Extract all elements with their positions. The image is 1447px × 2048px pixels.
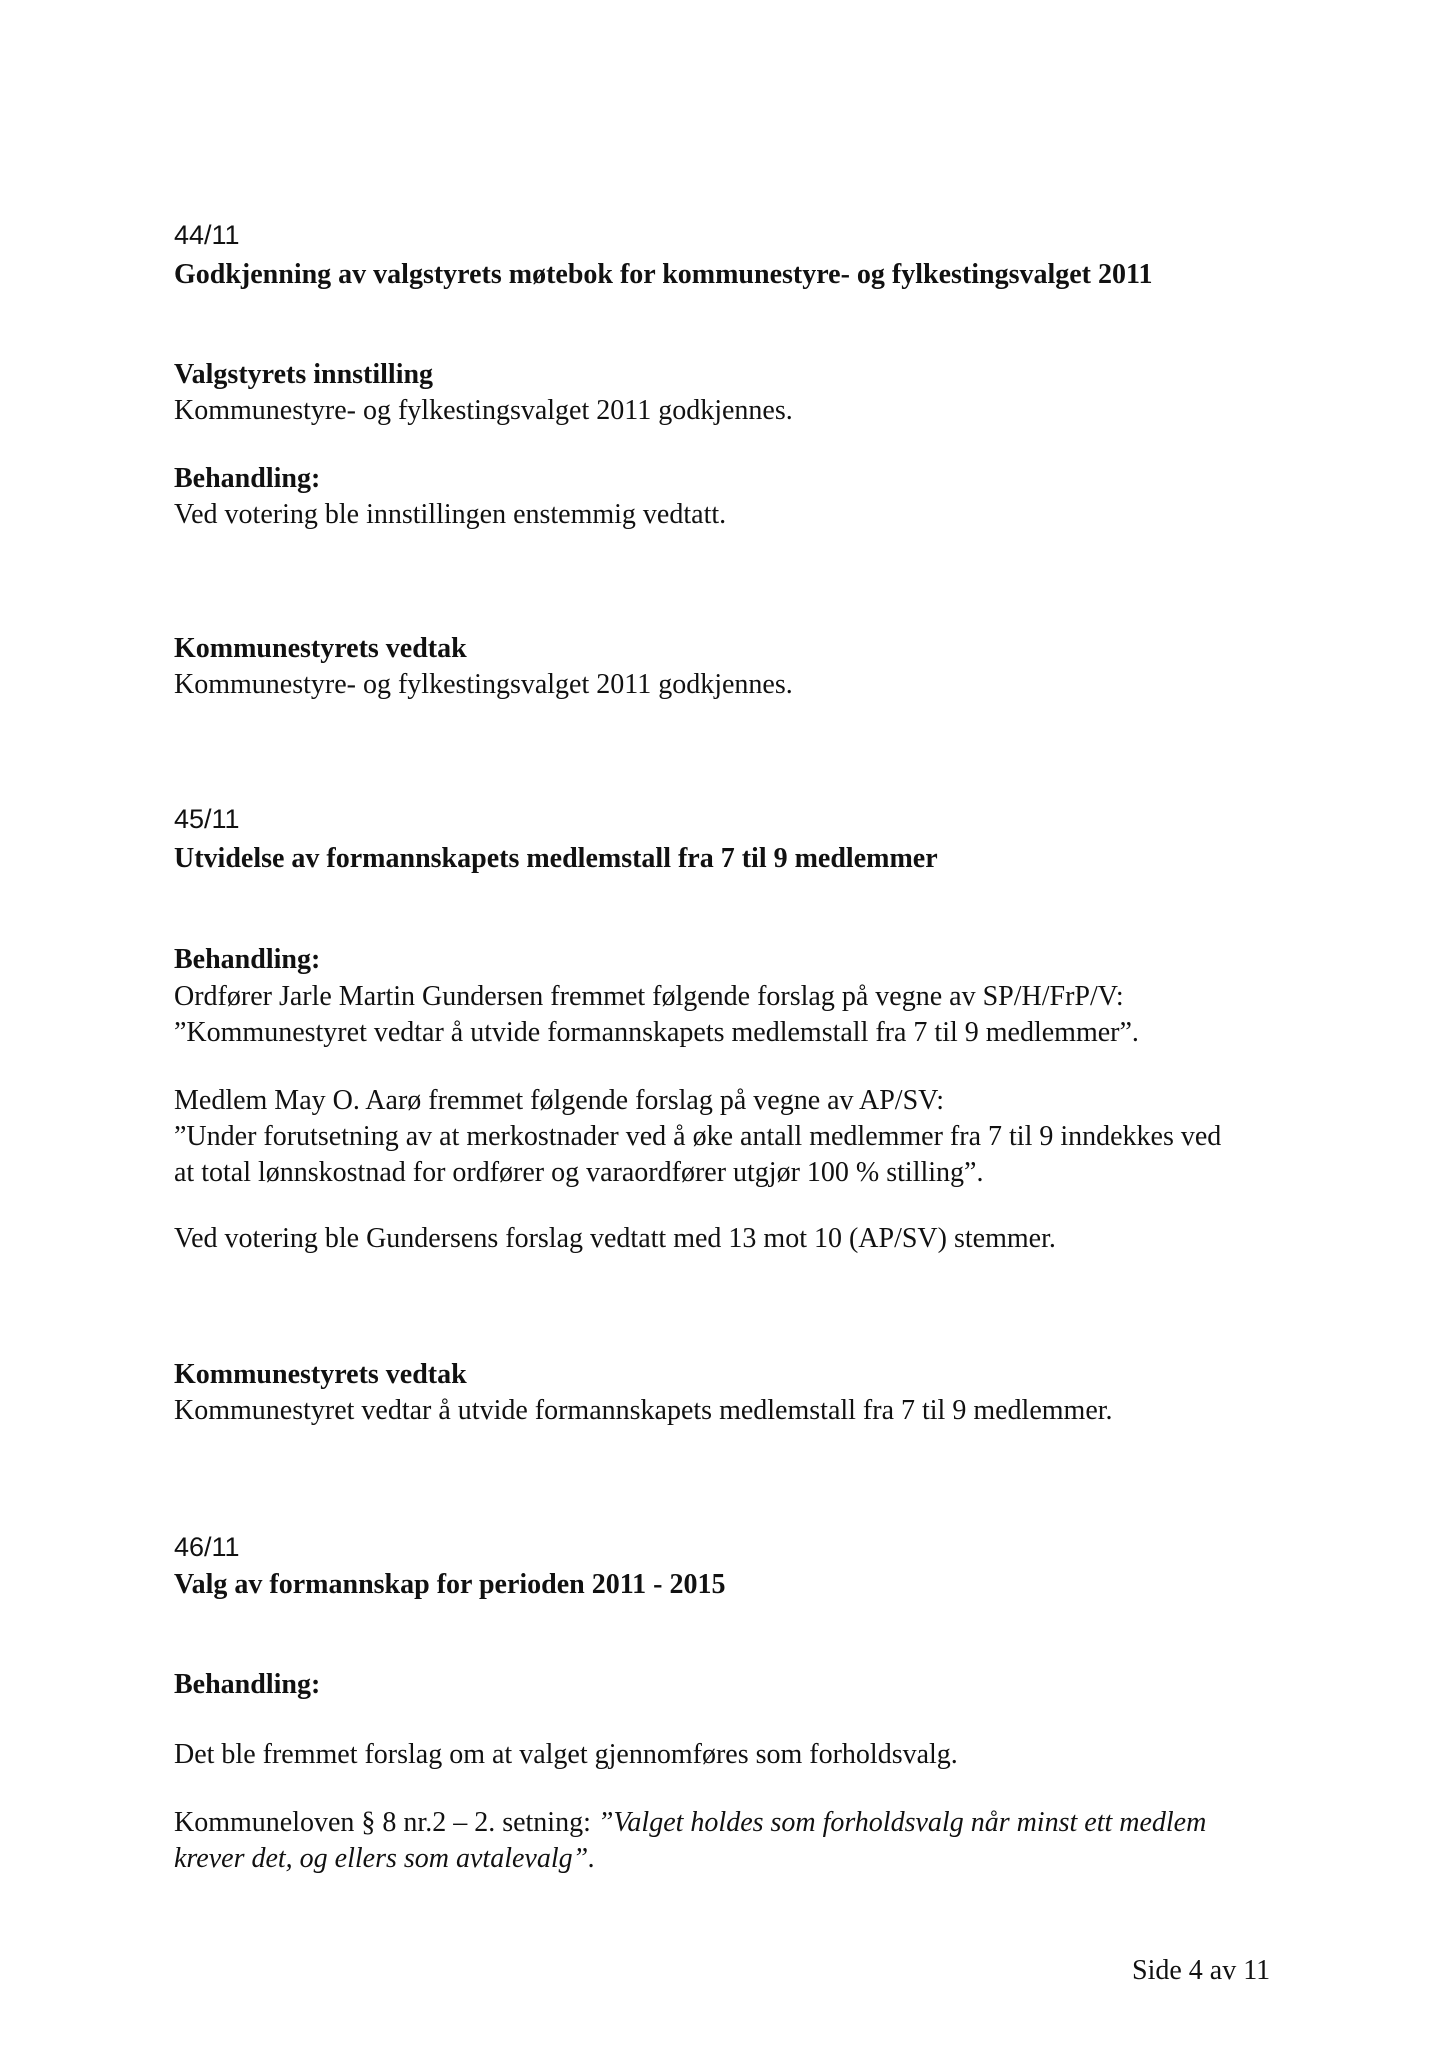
- decision-heading: Kommunestyrets vedtak: [174, 633, 467, 664]
- law-quote: ”Valget holdes som forholdsvalg når minst ett medlem: [597, 1807, 1207, 1838]
- processing-heading: Behandling:: [174, 944, 321, 975]
- case-number: 46/11: [174, 1532, 240, 1562]
- decision-text: Kommunestyret vedtar å utvide formannskapets medlemstall fra 7 til 9 medlemmer.: [174, 1395, 1113, 1426]
- processing-paragraph-line: ”Under forutsetning av at merkostnader ved å øke antall medlemmer fra 7 til 9 inndekkes ved: [174, 1121, 1222, 1152]
- processing-paragraph-line: ”Kommunestyret vedtar å utvide formannskapets medlemstall fra 7 til 9 medlemmer”.: [174, 1017, 1139, 1048]
- processing-heading: Behandling:: [174, 463, 321, 494]
- law-quote-continuation: krever det, og ellers som avtalevalg”.: [174, 1843, 596, 1874]
- law-reference-prefix: Kommuneloven § 8 nr.2 – 2. setning:: [174, 1807, 598, 1838]
- page-number: Side 4 av 11: [1132, 1955, 1271, 1986]
- processing-heading: Behandling:: [174, 1669, 321, 1700]
- voting-result-text: Ved votering ble Gundersens forslag vedtatt med 13 mot 10 (AP/SV) stemmer.: [174, 1223, 1056, 1254]
- case-number: 44/11: [174, 220, 240, 250]
- case-title: Godkjenning av valgstyrets møtebok for kommunestyre- og fylkestingsvalget 2011: [174, 259, 1153, 290]
- case-title: Utvidelse av formannskapets medlemstall fra 7 til 9 medlemmer: [174, 843, 938, 874]
- decision-heading: Kommunestyrets vedtak: [174, 1359, 467, 1390]
- law-reference-line: [174, 1806, 1206, 1840]
- processing-text: Ved votering ble innstillingen enstemmig vedtatt.: [174, 499, 727, 530]
- case-title: Valg av formannskap for perioden 2011 - 2015: [174, 1569, 726, 1600]
- recommendation-text: Kommunestyre- og fylkestingsvalget 2011 godkjennes.: [174, 395, 793, 426]
- processing-paragraph-line: Ordfører Jarle Martin Gundersen fremmet følgende forslag på vegne av SP/H/FrP/V:: [174, 981, 1124, 1012]
- case-number: 45/11: [174, 804, 240, 834]
- processing-paragraph-line: at total lønnskostnad for ordfører og varaordfører utgjør 100 % stilling”.: [174, 1157, 984, 1188]
- processing-paragraph-line: Medlem May O. Aarø fremmet følgende forslag på vegne av AP/SV:: [174, 1085, 945, 1116]
- decision-text: Kommunestyre- og fylkestingsvalget 2011 godkjennes.: [174, 669, 793, 700]
- processing-text: Det ble fremmet forslag om at valget gjennomføres som forholdsvalg.: [174, 1739, 958, 1770]
- recommendation-heading: Valgstyrets innstilling: [174, 359, 434, 390]
